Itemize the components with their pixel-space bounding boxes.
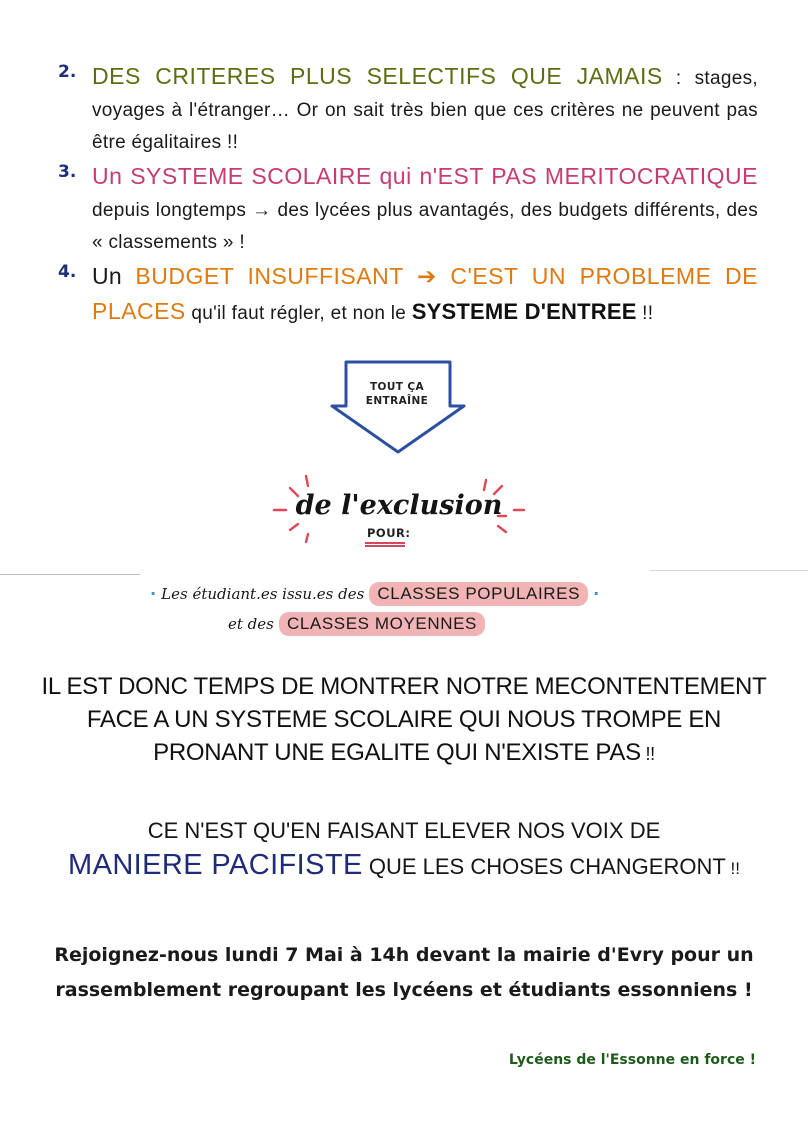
call-after: QUE LES CHOSES CHANGERONT bbox=[362, 854, 726, 879]
arrow-label-line2: ENTRAÎNE bbox=[365, 395, 429, 407]
call-line-1: CE N'EST QU'EN FAISANT ELEVER NOS VOIX DE bbox=[147, 818, 661, 843]
bullet-dot-icon: · bbox=[150, 584, 157, 603]
item-number: 3. bbox=[58, 162, 77, 182]
arrow-label-line1: TOUT ÇA bbox=[369, 381, 425, 393]
pacifist-call bbox=[60, 814, 748, 886]
list-item-2 bbox=[58, 60, 758, 159]
item-body: depuis longtemps → des lycées plus avantagés, des budgets différents, des « classements » ! bbox=[92, 200, 758, 253]
bullet-dot-icon: · bbox=[593, 584, 600, 603]
down-arrow-sticker bbox=[330, 358, 470, 456]
signature: Lycéens de l'Essonne en force ! bbox=[508, 1052, 756, 1068]
scan-artifact-line bbox=[650, 570, 808, 571]
item-prefix: Un bbox=[92, 263, 136, 289]
classes-populaires-pill: CLASSES POPULAIRES bbox=[369, 582, 588, 606]
item-body: !! bbox=[636, 303, 654, 324]
item-middle: qui bbox=[371, 163, 420, 189]
item-highlight: SYSTEME SCOLAIRE bbox=[130, 163, 372, 189]
item-prefix: Un bbox=[92, 163, 131, 189]
item-text bbox=[92, 60, 758, 159]
item-highlight: DES CRITERES PLUS SELECTIFS QUE JAMAIS bbox=[92, 63, 663, 89]
item-text bbox=[92, 260, 758, 330]
scan-artifact-line bbox=[0, 574, 140, 575]
pour-underline bbox=[365, 542, 405, 544]
classes-line-1 bbox=[150, 582, 670, 606]
classes-line-2 bbox=[228, 612, 648, 636]
main-statement bbox=[40, 670, 768, 771]
list-item-4 bbox=[58, 260, 758, 330]
main-statement-text: IL EST DONC TEMPS DE MONTRER NOTRE MECONTENTEMENT FACE A UN SYSTEME SCOLAIRE QUI NOUS TROMPE EN PRONANT UNE EGALITE QUI N'EXISTE PAS bbox=[41, 673, 767, 766]
pour-label: POUR: bbox=[367, 526, 411, 540]
item-number: 4. bbox=[58, 262, 77, 282]
classes-prefix-2: et des bbox=[228, 615, 274, 633]
exclusion-title: de l'exclusion bbox=[295, 490, 503, 521]
exclusion-heading bbox=[270, 470, 530, 560]
classes-moyennes-pill: CLASSES MOYENNES bbox=[279, 612, 485, 636]
item-number: 2. bbox=[58, 62, 77, 82]
item-highlight-2: n'EST PAS MERITOCRATIQUE bbox=[419, 163, 758, 189]
item-highlight-2: SYSTEME D'ENTREE bbox=[411, 299, 637, 324]
item-text bbox=[92, 160, 758, 259]
call-suffix: !! bbox=[725, 859, 740, 878]
rally-announcement: Rejoignez-nous lundi 7 Mai à 14h devant la mairie d'Evry pour un rassemblement regroupant les lycéens et étudiants essonniens ! bbox=[54, 944, 754, 1001]
pour-underline bbox=[365, 545, 405, 547]
call-highlight: MANIERE PACIFISTE bbox=[68, 849, 363, 881]
classes-prefix-1: Les étudiant.es issu.es des bbox=[161, 585, 365, 603]
main-statement-suffix: !! bbox=[640, 744, 655, 764]
item-middle: qu'il faut régler, et non le bbox=[185, 303, 412, 324]
arrow-label bbox=[330, 380, 464, 408]
list-item-3 bbox=[58, 160, 758, 259]
item-body: : stages, voyages à l'étranger… Or on sait très bien que ces critères ne peuvent pas être égalitaires !! bbox=[92, 68, 758, 153]
item-highlight: BUDGET INSUFFISANT ➔ C'EST UN PROBLEME DE PLACES bbox=[92, 263, 758, 324]
